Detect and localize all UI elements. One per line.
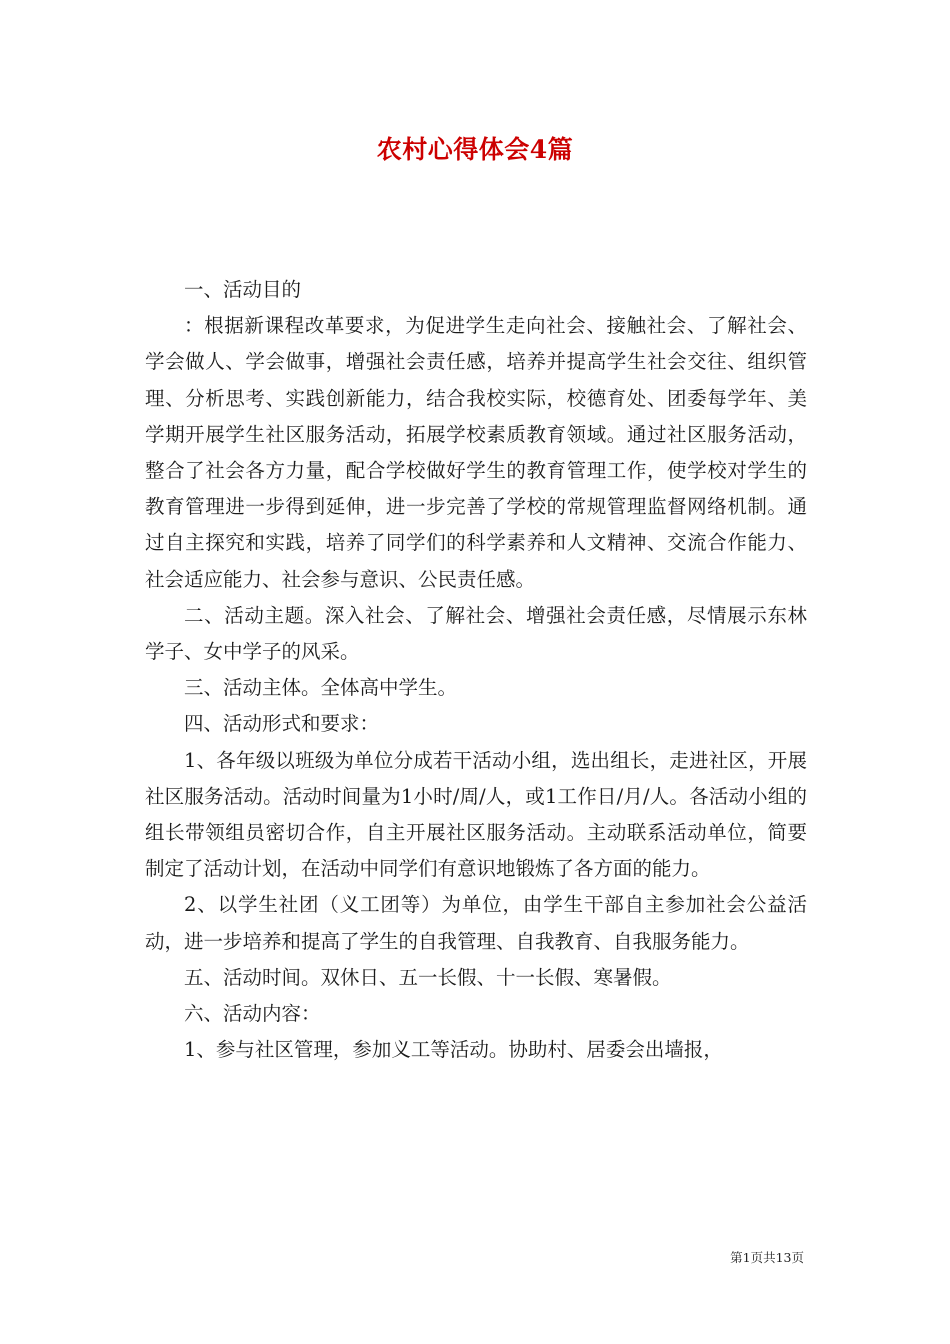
paragraph: ：根据新课程改革要求，为促进学生走向社会、接触社会、了解社会、学会做人、学会做事，增强社会责任感，培养并提高学生社会交往、组织管理、分析思考、实践创新能力，结合我校实际，校德育处、团委每学年、美学期开展学生社区服务活动，拓展学校素质教育领域。通过社区服务活动，整合了社会各方力量，配合学校做好学生的教育管理工作，使学校对学生的教育管理进一步得到延伸，进一步完善了学校的常规管理监督网络机制。通过自主探究和实践，培养了同学们的科学素养和人文精神、交流合作能力、社会适应能力、社会参与意识、公民责任感。 — [145, 314, 807, 591]
paragraph: 四、活动形式和要求： — [184, 712, 380, 736]
paragraph: 1、参与社区管理，参加义工等活动。协助村、居委会出墙报， — [184, 1038, 723, 1062]
paragraph: 二、活动主题。深入社会、了解社会、增强社会责任感，尽情展示东林学子、女中学子的风采。 — [145, 603, 807, 664]
paragraph: 五、活动时间。双休日、五一长假、十一长假、寒暑假。 — [184, 965, 672, 989]
paragraph: 三、活动主体。全体高中学生。 — [184, 676, 458, 700]
paragraph: 1、各年级以班级为单位分成若干活动小组，选出组长，走进社区，开展社区服务活动。活动时间量为1小时/周/人，或1工作日/月/人。各活动小组的组长带领组员密切合作，自主开展社区服务活动。主动联系活动单位，简要制定了活动计划，在活动中同学们有意识地锻炼了各方面的能力。 — [145, 748, 807, 881]
paragraph: 六、活动内容： — [184, 1002, 321, 1026]
document-title: 农村心得体会4篇 — [376, 135, 574, 164]
paragraph: 一、活动目的 — [184, 278, 302, 301]
document-body — [145, 272, 807, 1068]
page-number-footer: 第1页共13页 — [730, 1250, 804, 1265]
paragraph: 2、以学生社团（义工团等）为单位，由学生干部自主参加社会公益活动，进一步培养和提高了学生的自我管理、自我教育、自我服务能力。 — [145, 893, 807, 953]
